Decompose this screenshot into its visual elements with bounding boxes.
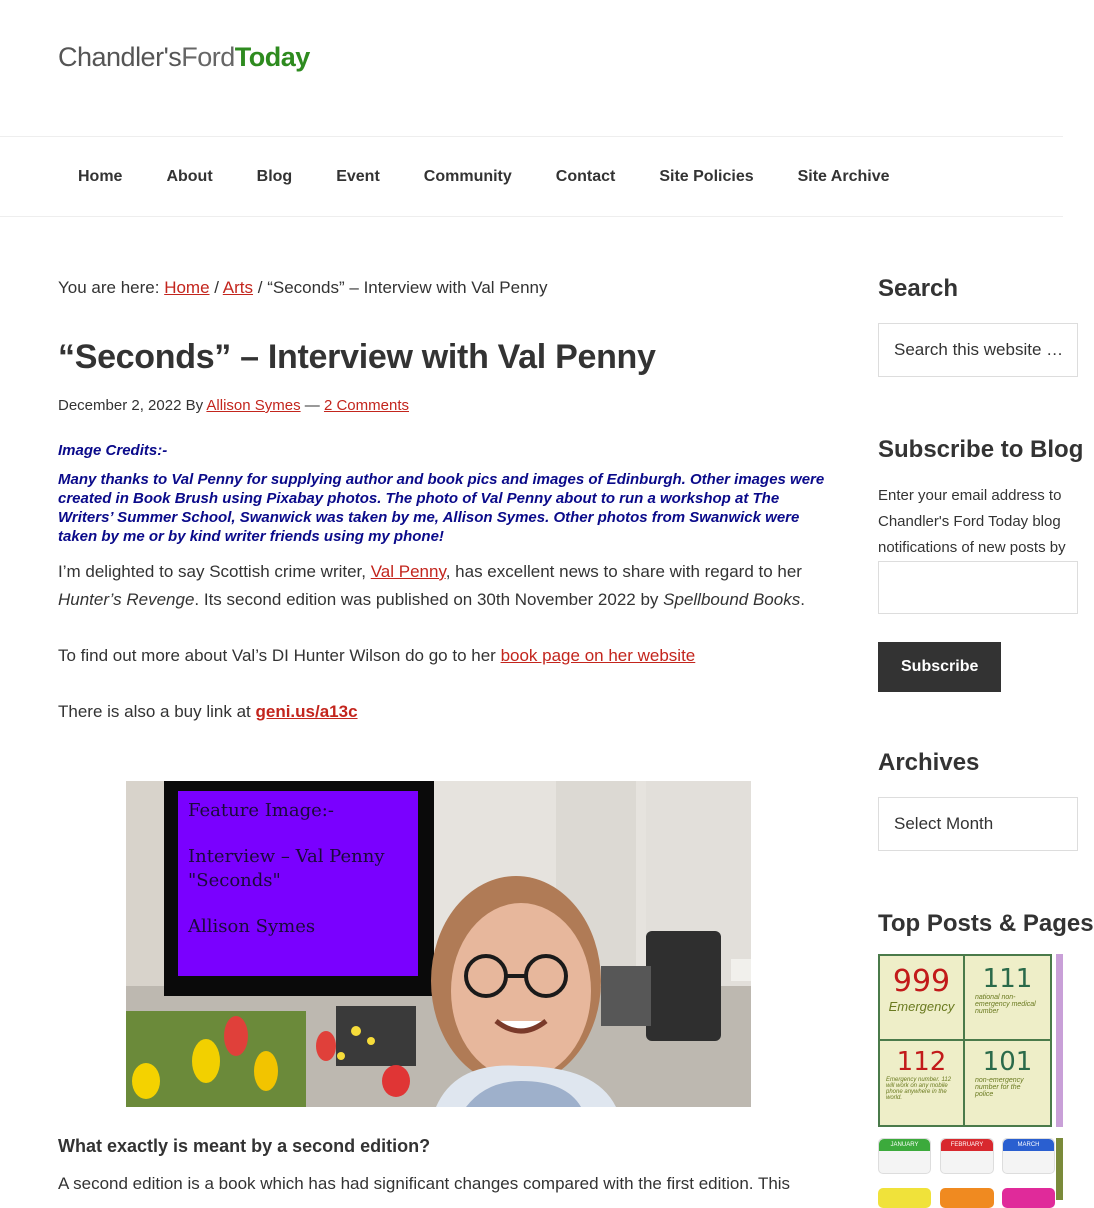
thumb-number: 112 xyxy=(896,1046,947,1077)
breadcrumb-separator: / xyxy=(253,278,268,297)
nav-item-site-policies[interactable]: Site Policies xyxy=(659,168,754,185)
image-credits-body: Many thanks to Val Penny for supplying author and book pics and images of Edinburgh. Other images were created in Book Brush using Pixabay photos. The photo of Val Penny about to run a workshop at The Writers’ Summer School, Swanwick was taken by me, Allison Symes. Other photos from Swanwick were taken by me or by kind writer friends using my phone! xyxy=(58,471,825,545)
post-by: By xyxy=(181,397,207,414)
calendar-month xyxy=(940,1188,994,1208)
breadcrumb xyxy=(58,278,828,298)
post-comments-link[interactable]: 2 Comments xyxy=(323,397,409,414)
month-label: JANUARY xyxy=(879,1139,930,1151)
section-heading: What exactly is meant by a second edition? xyxy=(58,1136,431,1156)
thumb-cell xyxy=(880,956,965,1041)
top-post-thumbnail[interactable] xyxy=(1056,954,1063,1127)
thumb-label: non-emergency number for the police xyxy=(975,1076,1024,1098)
post-date: December 2, 2022 xyxy=(58,397,182,414)
calendar-month xyxy=(1002,1188,1055,1208)
post-author-link[interactable]: Allison Symes xyxy=(206,397,301,414)
image-credits xyxy=(58,441,828,546)
val-penny-link[interactable]: Val Penny xyxy=(370,562,446,581)
thumb-number: 111 xyxy=(982,964,1033,994)
month-label: FEBRUARY xyxy=(941,1139,993,1151)
nav-item-community[interactable]: Community xyxy=(423,168,512,185)
top-post-thumbnail[interactable] xyxy=(878,954,1052,1127)
subscribe-button[interactable]: Subscribe xyxy=(878,642,1001,692)
nav-item-event[interactable]: Event xyxy=(336,168,380,185)
buy-link[interactable]: geni.us/a13c xyxy=(255,702,358,721)
paragraph-text: . Its second edition was published on 30th November 2022 by xyxy=(194,590,664,609)
paragraph-text: I’m delighted to say Scottish crime writer, xyxy=(58,562,371,581)
email-field[interactable] xyxy=(878,561,1078,614)
paragraph-text: There is also a buy link at xyxy=(58,702,256,721)
breadcrumb-home-link[interactable]: Home xyxy=(164,278,210,297)
thumb-cell xyxy=(880,1041,965,1126)
subscribe-widget-title: Subscribe to Blog xyxy=(878,436,1084,463)
main-content xyxy=(58,278,828,1193)
subscribe-text-line: notifications of new posts by xyxy=(878,539,1066,556)
feature-caption-line: "Seconds" xyxy=(188,870,281,891)
feature-caption-line: Interview – Val Penny xyxy=(188,846,385,867)
thumb-number: 999 xyxy=(892,964,951,999)
body-paragraph: A second edition is a book which has had significant changes compared with the first edition. This xyxy=(58,1174,791,1193)
archives-select[interactable]: Select Month xyxy=(878,797,1078,851)
logo-text-today: Today xyxy=(234,42,310,72)
site-logo[interactable] xyxy=(58,42,310,73)
thumb-label: national non-emergency medical number xyxy=(975,994,1036,1015)
thumb-label: Emergency number. 112 will work on any mobile phone anywhere in the world. xyxy=(886,1076,952,1101)
logo-text-chandlers: Chandler's xyxy=(58,42,182,72)
archives-widget-title: Archives xyxy=(878,749,980,776)
book-page-link[interactable]: book page on her website xyxy=(500,646,696,665)
post-meta-dash: — xyxy=(300,397,324,414)
paragraph-text: To find out more about Val’s DI Hunter Wilson do go to her xyxy=(58,646,501,665)
post-title: “Seconds” – Interview with Val Penny xyxy=(58,338,656,376)
top-post-thumbnail-edge xyxy=(1056,1138,1063,1200)
nav-item-home[interactable]: Home xyxy=(78,168,123,185)
search-input[interactable]: Search this website … xyxy=(878,323,1078,377)
feature-image-caption xyxy=(188,799,408,939)
nav-item-site-archive[interactable]: Site Archive xyxy=(797,168,890,185)
breadcrumb-separator: / xyxy=(209,278,223,297)
intro-paragraph xyxy=(58,558,828,614)
month-label: MARCH xyxy=(1003,1139,1054,1151)
post-meta xyxy=(58,397,828,414)
nav-item-blog[interactable]: Blog xyxy=(256,168,293,185)
book-page-paragraph xyxy=(58,642,828,670)
breadcrumb-current: “Seconds” – Interview with Val Penny xyxy=(267,278,548,297)
thumb-label: Emergency xyxy=(888,999,955,1014)
thumb-number: 101 xyxy=(982,1046,1033,1077)
breadcrumb-arts-link[interactable]: Arts xyxy=(222,278,254,297)
subscribe-description xyxy=(878,483,1066,561)
calendar-month xyxy=(878,1138,931,1174)
thumb-cell xyxy=(965,1041,1050,1126)
paragraph-text: . xyxy=(800,590,805,609)
site-header xyxy=(0,0,1063,137)
nav-item-contact[interactable]: Contact xyxy=(555,168,616,185)
thumb-cell xyxy=(965,956,1050,1041)
search-widget-title: Search xyxy=(878,275,959,302)
breadcrumb-prefix: You are here: xyxy=(58,278,165,297)
primary-nav xyxy=(0,138,1063,217)
feature-caption-line: Feature Image:- xyxy=(188,800,334,821)
image-credits-title: Image Credits:- xyxy=(58,442,168,459)
calendar-month xyxy=(1002,1138,1055,1174)
paragraph-text: , has excellent news to share with regard to her xyxy=(445,562,802,581)
spacer xyxy=(188,893,408,915)
subscribe-text-line: Enter your email address to xyxy=(878,487,1062,504)
nav-item-about[interactable]: About xyxy=(166,168,213,185)
sidebar xyxy=(878,275,1094,1148)
feature-image xyxy=(126,781,751,1107)
top-posts-widget-title: Top Posts & Pages xyxy=(878,910,1094,937)
feature-caption-line: Allison Symes xyxy=(188,916,316,937)
publisher-name: Spellbound Books xyxy=(663,590,801,609)
calendar-thumbnail[interactable] xyxy=(878,1138,1063,1200)
subscribe-text-line: Chandler's Ford Today blog xyxy=(878,513,1061,530)
book-title: Hunter’s Revenge xyxy=(58,590,195,609)
calendar-month xyxy=(940,1138,994,1174)
logo-text-ford: Ford xyxy=(181,42,235,72)
spacer xyxy=(188,823,408,845)
buy-link-paragraph xyxy=(58,698,828,726)
calendar-month xyxy=(878,1188,931,1208)
